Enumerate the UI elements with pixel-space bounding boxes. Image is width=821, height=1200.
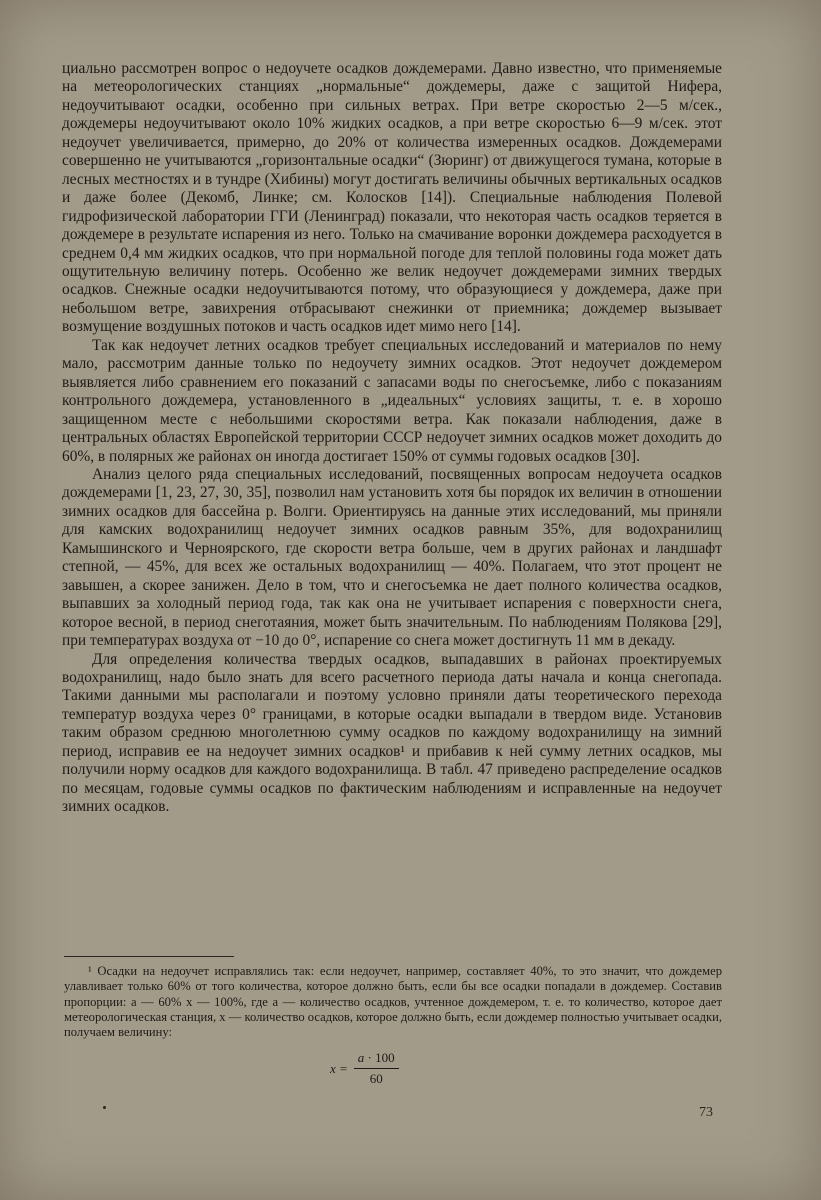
formula <box>330 1050 399 1087</box>
formula-denominator: 60 <box>369 1071 383 1086</box>
formula-lhs: x = <box>330 1060 348 1076</box>
paragraph-3: Анализ целого ряда специальных исследований, посвященных вопросам недоучета осадков дождемерами [1, 23, 27, 30, 35], позволил нам установить хотя бы порядок их величин в отношении зимних осадков для бассейна р. Волги. Ориентируясь на данные этих исследований, мы приняли для камских водохранилищ недоучет зимних осадков равным 35%, для водохранилищ Камышинского и Чернoярского, где скорости ветра больше, чем в других районах и ландшафт степной, — 45%, для всех же остальных водохранилищ — 40%. Полагаем, что этот процент не завышен, а скорее занижен. Дело в том, что и снегосъемка не дает полного количества осадков, выпавших за холодный период года, так как она не учитывает испарения с поверхности снега, которое весной, в период снеготаяния, может быть значительным. По наблюдениям Полякова [29], при температурах воздуха от −10 до 0°, испарение со снега может достигнуть 11 мм в декаду. <box>62 465 722 650</box>
print-speck <box>103 1106 106 1109</box>
paragraph-1: циально рассмотрен вопрос о недоучете осадков дождемерами. Давно известно, что применяемые на метеорологических станциях „нормальные“ дождемеры, даже с защитой Нифера, недоучитывают осадки, особенно при сильных ветрах. При ветре скоростью 2—5 м/сек., дождемеры недоучитывают около 10% жидких осадков, а при ветре скоростью 6—9 м/сек. этот недоучет увеличивается, примерно, до 20% от количества измеренных осадков. Дождемерами совершенно не учитываются „горизонтальные осадки“ (Зюринг) от движущегося тумана, которые в лесных местностях и в тундре (Хибины) могут достигать величины обычных вертикальных осадков и даже более (Декомб, Линке; см. Колосков [14]). Специальные наблюдения Полевой гидрофизической лаборатории ГГИ (Ленинград) показали, что некоторая часть осадков теряется в дождемере в результате испарения из него. Только на смачивание воронки дождемера расходуется в среднем 0,4 мм жидких осадков, что при нормальной погоде для теплой половины года может дать ощутительную величину потерь. Особенно же велик недоучет дождемерами зимних твердых осадков. Снежные осадки недоучитываются потому, что образующиеся у дождемера, даже при небольшом ветре, завихрения отбрасывают снежинки от приемника; дождемер вызывает возмущение воздушных потоков и часть осадков идет мимо него [14]. <box>62 60 722 336</box>
main-text <box>62 60 722 817</box>
page-number: 73 <box>699 1105 713 1120</box>
paragraph-4: Для определения количества твердых осадков, выпадавших в районах проектируемых водохранилищ, надо было знать для всего расчетного периода даты начала и конца снегопада. Такими данными мы располагали и поэтому условно приняли даты теоретического перехода температур воздуха через 0° границами, в которые осадки выпадали в твердом виде. Установив таким образом среднюю многолетнюю сумму осадков по каждому водохранилищу на зимний период, исправив ее на недоучет зимних осадков¹ и прибавив к ней сумму летних осадков, мы получили норму осадков для каждого водохранилища. В табл. 47 приведено распределение осадков по месяцам, годовые суммы осадков по фактическим наблюдениям и исправленные на недоучет зимних осадков. <box>62 650 722 816</box>
formula-fraction <box>354 1050 399 1087</box>
footnote-divider <box>64 956 234 957</box>
paragraph-2: Так как недоучет летних осадков требует специальных исследований и материалов по нему мало, рассмотрим данные только по недоучету зимних осадков. Этот недоучет дождемером выявляется либо сравнением его показаний с запасами воды по снегосъемке, либо с показаниям контрольного дождемера, установленного в „идеальных“ условиях защиты, т. е. в хорошо защищенном месте с небольшими скоростями ветра. Как показали наблюдения, даже в центральных областях Европейской территории СССР недоучет зимних осадков может доходить до 60%, в полярных же районах он иногда достигает 150% от суммы годовых осадков [30]. <box>62 336 722 465</box>
footnote <box>64 964 722 1040</box>
formula-numerator-var: a <box>357 1050 365 1065</box>
footnote-text: ¹ Осадки на недоучет исправлялись так: если недоучет, например, составляет 40%, то это значит, что дождемер улавливает только 60% от того количества, которое должно быть, если бы все осадки попадали в дождемер. Составив пропорции: a — 60% x — 100%, где a — количество осадков, учтенное дождемером, т. е. то количество, которое дает метеорологическая станция, x — количество осадков, которое должно быть, если дождемер полностью учитывает осадки, получаем величину: <box>64 964 722 1040</box>
formula-numerator-rest: · 100 <box>364 1050 395 1065</box>
formula-numerator <box>354 1050 399 1069</box>
